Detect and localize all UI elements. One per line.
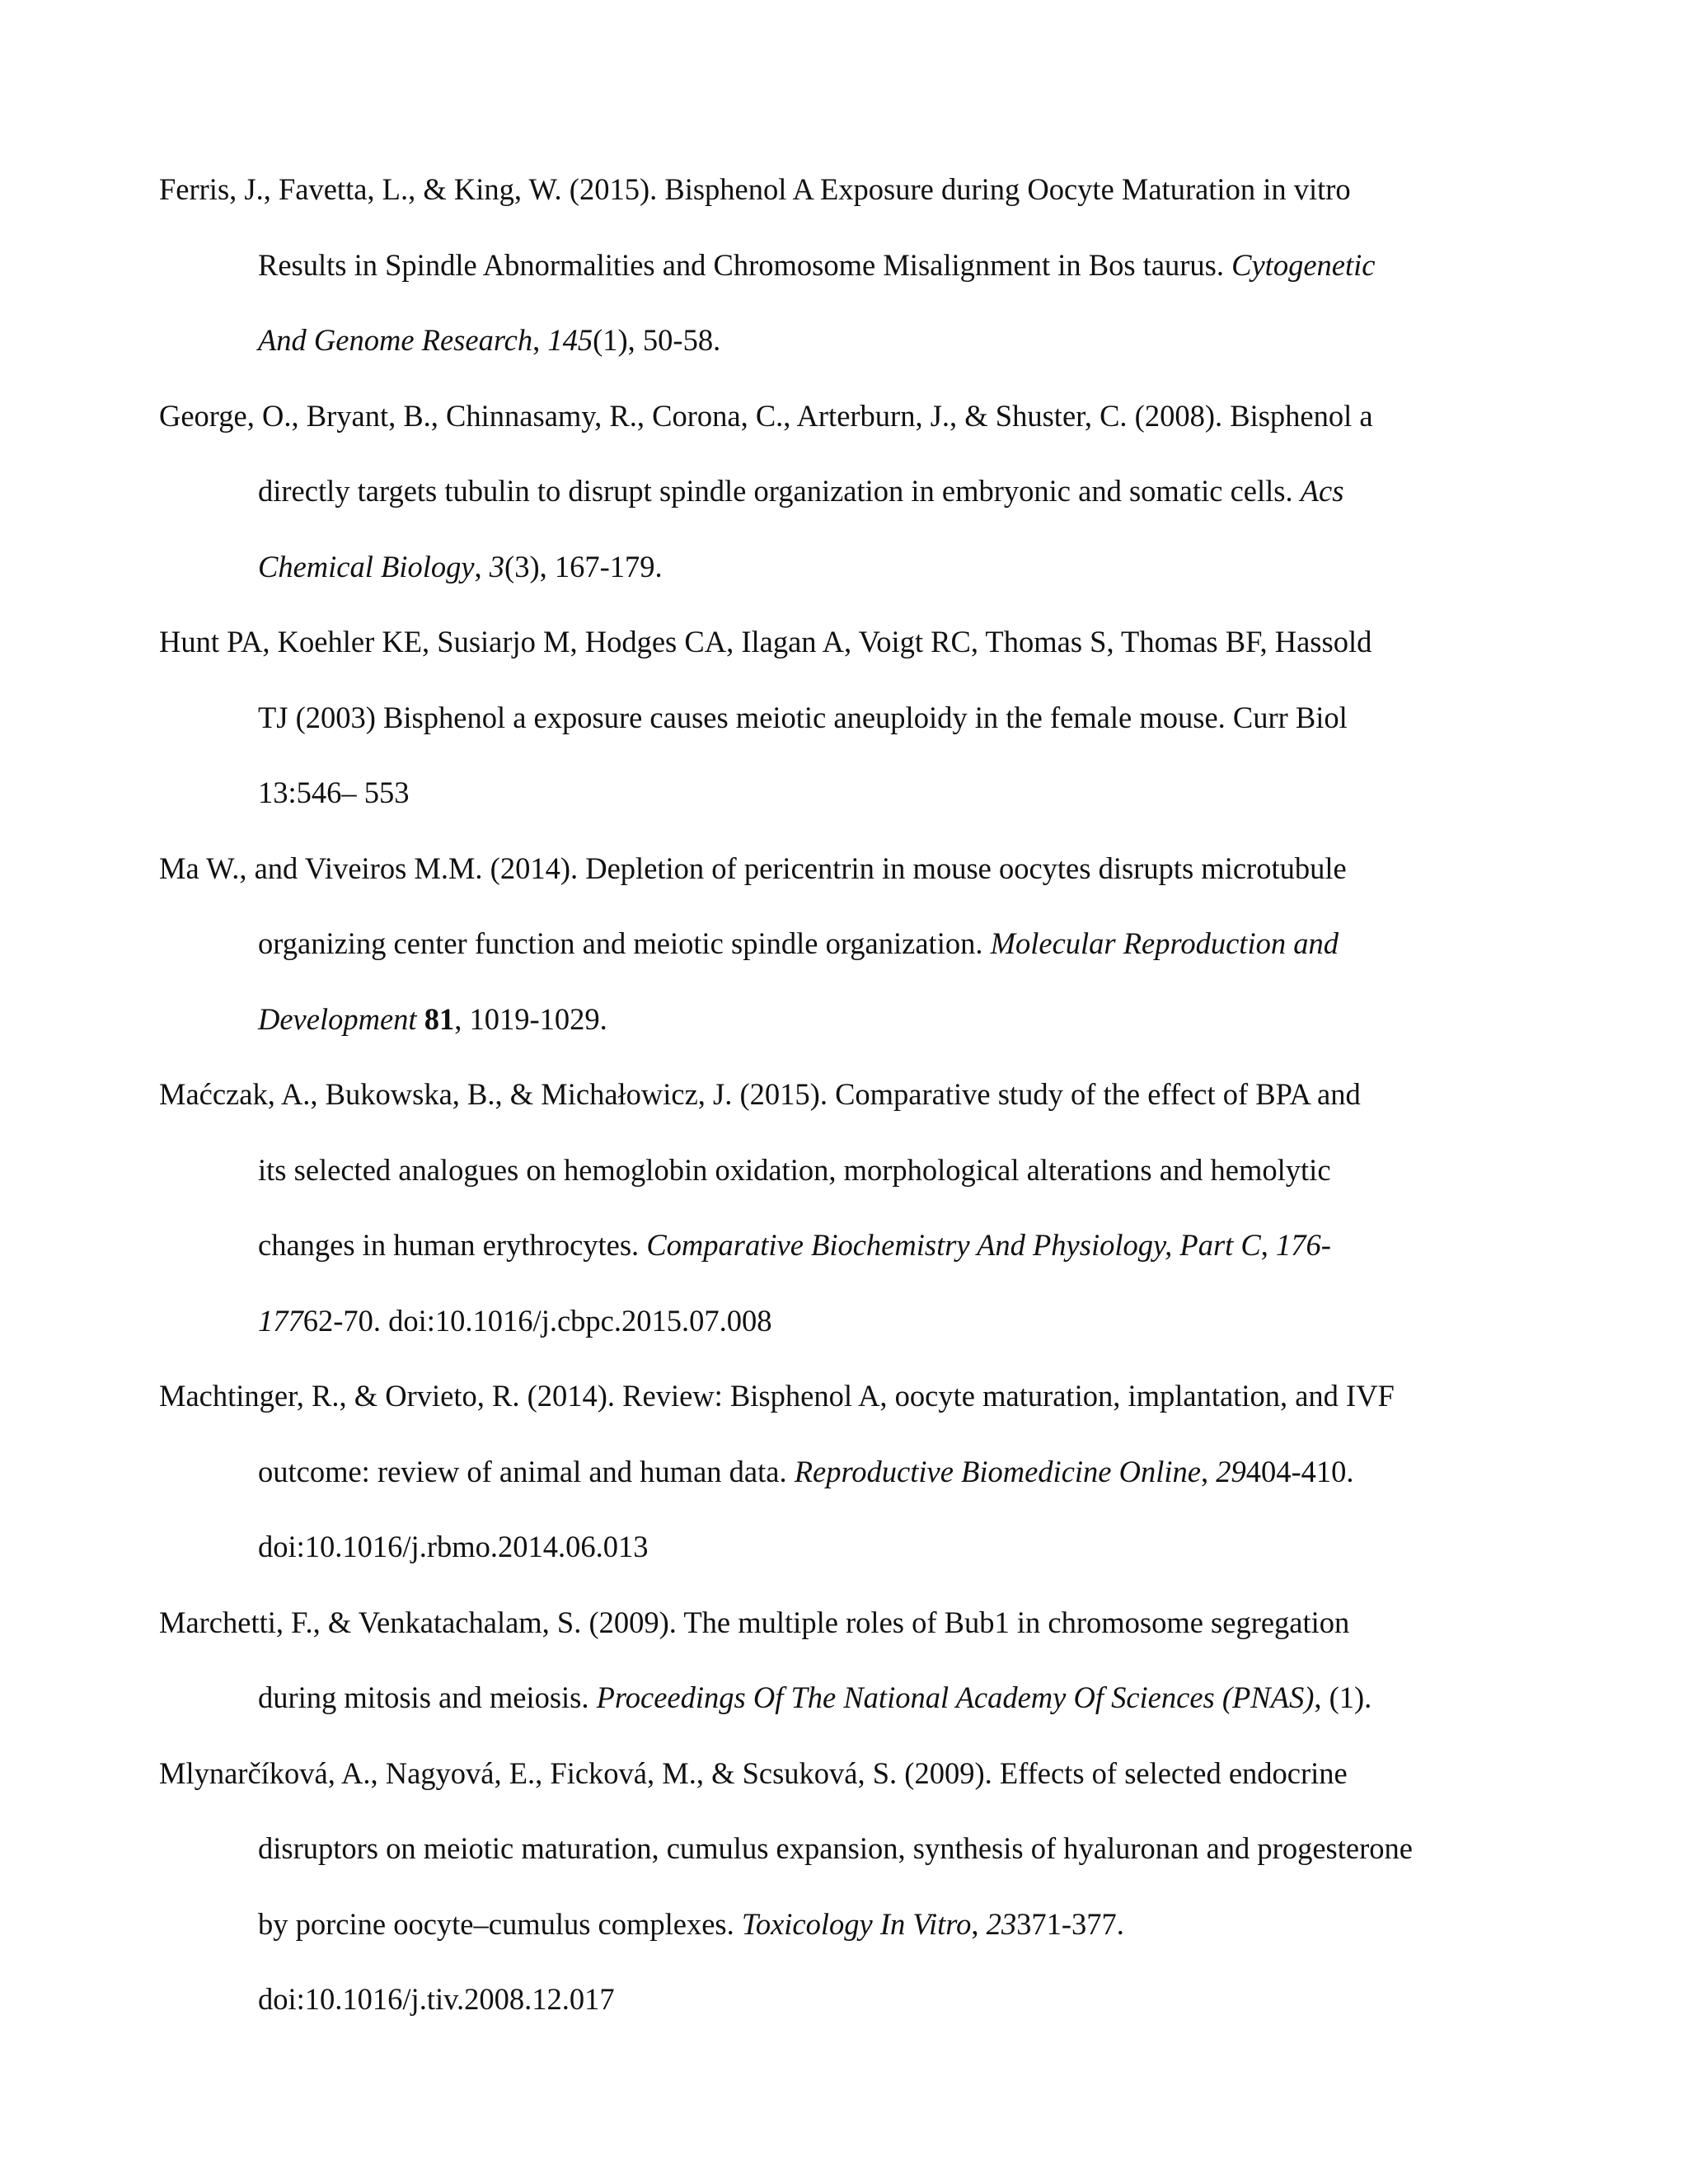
reference-line bbox=[159, 1057, 1527, 1132]
reference-line bbox=[258, 1961, 1527, 2037]
reference-entry bbox=[159, 604, 1527, 831]
text-run: Maćczak, A., Bukowska, B., & Michałowicz, J. (2015). Comparative study of the effect of BPA and bbox=[159, 1077, 1361, 1111]
text-run: 404-410. bbox=[1245, 1454, 1354, 1488]
reference-line bbox=[159, 1585, 1527, 1661]
text-run: disruptors on meiotic maturation, cumulus expansion, synthesis of hyaluronan and progesterone bbox=[258, 1831, 1413, 1865]
italic-text: Molecular Reproduction and bbox=[990, 926, 1339, 960]
text-run: doi:10.1016/j.tiv.2008.12.017 bbox=[258, 1982, 615, 2016]
text-run: organizing center function and meiotic spindle organization. bbox=[258, 926, 991, 960]
text-run: Hunt PA, Koehler KE, Susiarjo M, Hodges CA, Ilagan A, Voigt RC, Thomas S, Thomas BF, Hassold bbox=[159, 625, 1372, 658]
reference-entry bbox=[159, 831, 1527, 1057]
text-run: Machtinger, R., & Orvieto, R. (2014). Review: Bisphenol A, oocyte maturation, implantation, and IVF bbox=[159, 1379, 1395, 1413]
italic-text: 145 bbox=[547, 323, 593, 357]
reference-entry bbox=[159, 1585, 1527, 1736]
reference-line bbox=[159, 378, 1527, 454]
text-run: , bbox=[532, 323, 548, 357]
reference-list bbox=[159, 152, 1527, 2037]
italic-text: 3 bbox=[489, 549, 505, 583]
italic-text: Chemical Biology bbox=[258, 549, 475, 583]
text-run: by porcine oocyte–cumulus complexes. bbox=[258, 1906, 742, 1941]
text-run: (1), 50-58. bbox=[593, 323, 721, 357]
reference-line bbox=[258, 755, 1527, 831]
text-run: , bbox=[1200, 1454, 1217, 1488]
bold-text: 81 bbox=[424, 1001, 455, 1036]
italic-text: And Genome Research bbox=[258, 323, 533, 357]
reference-line bbox=[258, 982, 1527, 1057]
reference-entry bbox=[159, 1057, 1527, 1358]
reference-line bbox=[258, 680, 1527, 756]
text-run: changes in human erythrocytes. bbox=[258, 1228, 647, 1262]
reference-entry bbox=[159, 378, 1527, 605]
reference-line bbox=[258, 1207, 1527, 1283]
reference-line bbox=[258, 529, 1527, 605]
text-run: , bbox=[971, 1906, 987, 1941]
italic-text: Proceedings Of The National Academy Of Sciences (PNAS) bbox=[596, 1680, 1315, 1714]
reference-line bbox=[258, 1434, 1527, 1510]
reference-line bbox=[159, 1358, 1527, 1434]
reference-line bbox=[159, 831, 1527, 907]
text-run: Ma W., and Viveiros M.M. (2014). Depletion of pericentrin in mouse oocytes disrupts microtubule bbox=[159, 851, 1347, 885]
italic-text: Toxicology In Vitro bbox=[741, 1906, 972, 1941]
reference-line bbox=[159, 1736, 1527, 1811]
reference-entry bbox=[159, 1358, 1527, 1585]
text-run bbox=[417, 1002, 424, 1036]
text-run: doi:10.1016/j.rbmo.2014.06.013 bbox=[258, 1530, 649, 1563]
italic-text: Reproductive Biomedicine Online bbox=[794, 1454, 1201, 1488]
text-run: directly targets tubulin to disrupt spindle organization in embryonic and somatic cells. bbox=[258, 474, 1301, 508]
reference-line bbox=[159, 604, 1527, 680]
text-run: , bbox=[474, 549, 490, 583]
text-run: , 1019-1029. bbox=[454, 1001, 607, 1036]
text-run: Ferris, J., Favetta, L., & King, W. (2015). Bisphenol A Exposure during Oocyte Maturation in vitro bbox=[159, 172, 1351, 206]
reference-line bbox=[258, 1509, 1527, 1585]
reference-line bbox=[159, 152, 1527, 227]
text-run: 371-377. bbox=[1016, 1906, 1124, 1941]
reference-line bbox=[258, 1660, 1527, 1736]
italic-text: 29 bbox=[1216, 1454, 1246, 1488]
text-run: TJ (2003) Bisphenol a exposure causes meiotic aneuploidy in the female mouse. Curr Biol bbox=[258, 700, 1348, 734]
italic-text: Comparative Biochemistry And Physiology, Part C bbox=[646, 1228, 1261, 1262]
text-run: , (1). bbox=[1314, 1680, 1372, 1714]
italic-text: Development bbox=[258, 1001, 417, 1036]
reference-line bbox=[258, 1132, 1527, 1208]
text-run: George, O., Bryant, B., Chinnasamy, R., Corona, C., Arterburn, J., & Shuster, C. (2008). Bisphenol a bbox=[159, 398, 1373, 433]
text-run: during mitosis and meiosis. bbox=[258, 1680, 597, 1714]
text-run: (3), 167-179. bbox=[504, 549, 663, 583]
reference-entry bbox=[159, 1736, 1527, 2037]
reference-line bbox=[258, 302, 1527, 378]
reference-line bbox=[258, 1811, 1527, 1886]
reference-line bbox=[258, 906, 1527, 982]
text-run: Results in Spindle Abnormalities and Chromosome Misalignment in Bos taurus. bbox=[258, 247, 1232, 282]
reference-line bbox=[258, 453, 1527, 529]
text-run: outcome: review of animal and human data. bbox=[258, 1454, 795, 1488]
italic-text: 177 bbox=[258, 1303, 303, 1338]
text-run: 62-70. doi:10.1016/j.cbpc.2015.07.008 bbox=[302, 1303, 772, 1338]
text-run: its selected analogues on hemoglobin oxidation, morphological alterations and hemolytic bbox=[258, 1152, 1331, 1187]
reference-line bbox=[258, 1886, 1527, 1962]
reference-line bbox=[258, 227, 1527, 303]
text-run: Mlynarčíková, A., Nagyová, E., Ficková, M., & Scsuková, S. (2009). Effects of selected endocrine bbox=[159, 1755, 1348, 1790]
reference-entry bbox=[159, 152, 1527, 378]
text-run: , bbox=[1260, 1228, 1277, 1262]
italic-text: 176- bbox=[1276, 1228, 1331, 1262]
text-run: Marchetti, F., & Venkatachalam, S. (2009). The multiple roles of Bub1 in chromosome segregation bbox=[159, 1605, 1350, 1639]
reference-line bbox=[258, 1283, 1527, 1359]
text-run: 13:546– 553 bbox=[258, 776, 410, 809]
italic-text: 23 bbox=[986, 1906, 1017, 1941]
italic-text: Cytogenetic bbox=[1231, 247, 1376, 282]
italic-text: Acs bbox=[1300, 474, 1344, 508]
